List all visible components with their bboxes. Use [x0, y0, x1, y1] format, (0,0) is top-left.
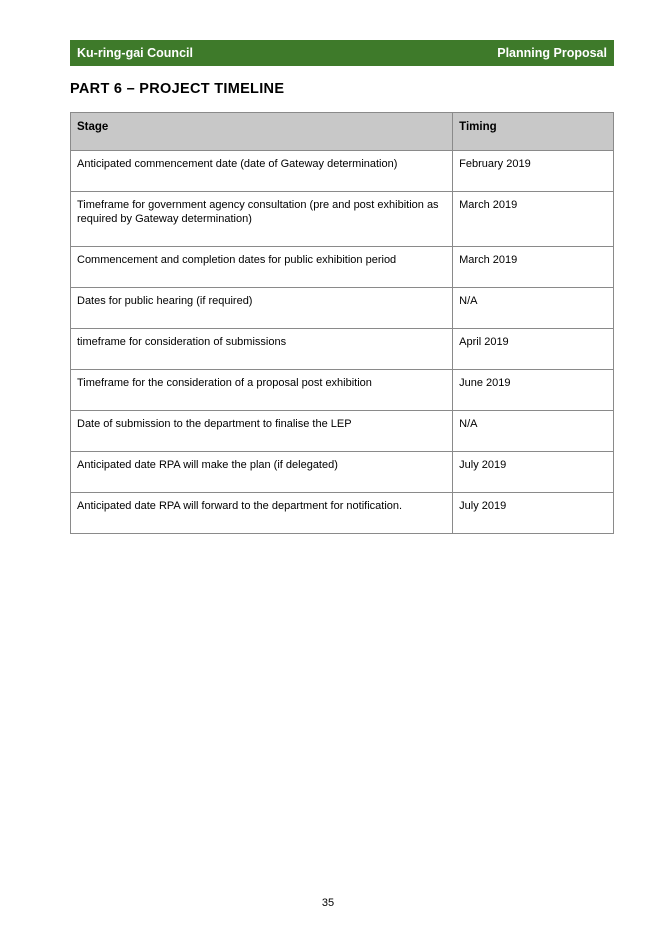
organization-name: Ku-ring-gai Council — [77, 46, 193, 60]
stage-cell: Timeframe for the consideration of a proposal post exhibition — [71, 370, 453, 411]
timing-cell: July 2019 — [453, 493, 614, 534]
stage-cell: Anticipated date RPA will make the plan (if delegated) — [71, 452, 453, 493]
column-header-timing: Timing — [453, 113, 614, 151]
section-title: PART 6 – PROJECT TIMELINE — [70, 81, 285, 97]
timing-cell: June 2019 — [453, 370, 614, 411]
page-number: 35 — [321, 897, 335, 909]
stage-cell: Anticipated commencement date (date of Gateway determination) — [71, 151, 453, 192]
stage-cell: Date of submission to the department to finalise the LEP — [71, 411, 453, 452]
table-row — [71, 452, 614, 493]
stage-cell: Timeframe for government agency consultation (pre and post exhibition as required by Gateway determination) — [71, 192, 453, 247]
stage-cell: Anticipated date RPA will forward to the department for notification. — [71, 493, 453, 534]
table-header-row — [71, 113, 614, 151]
document-header-band — [70, 40, 614, 66]
stage-cell: Dates for public hearing (if required) — [71, 288, 453, 329]
document-type: Planning Proposal — [497, 46, 607, 60]
table-row — [71, 288, 614, 329]
table-row — [71, 151, 614, 192]
timing-cell: April 2019 — [453, 329, 614, 370]
timing-cell: July 2019 — [453, 452, 614, 493]
table-row — [71, 411, 614, 452]
column-header-stage: Stage — [71, 113, 453, 151]
project-timeline-table — [70, 112, 614, 534]
timing-cell: March 2019 — [453, 192, 614, 247]
timing-cell: N/A — [453, 288, 614, 329]
table-row — [71, 370, 614, 411]
timing-cell: February 2019 — [453, 151, 614, 192]
table-row — [71, 247, 614, 288]
stage-cell: Commencement and completion dates for public exhibition period — [71, 247, 453, 288]
timing-cell: March 2019 — [453, 247, 614, 288]
table-row — [71, 329, 614, 370]
timing-cell: N/A — [453, 411, 614, 452]
stage-cell: timeframe for consideration of submissions — [71, 329, 453, 370]
table-row — [71, 192, 614, 247]
table-row — [71, 493, 614, 534]
